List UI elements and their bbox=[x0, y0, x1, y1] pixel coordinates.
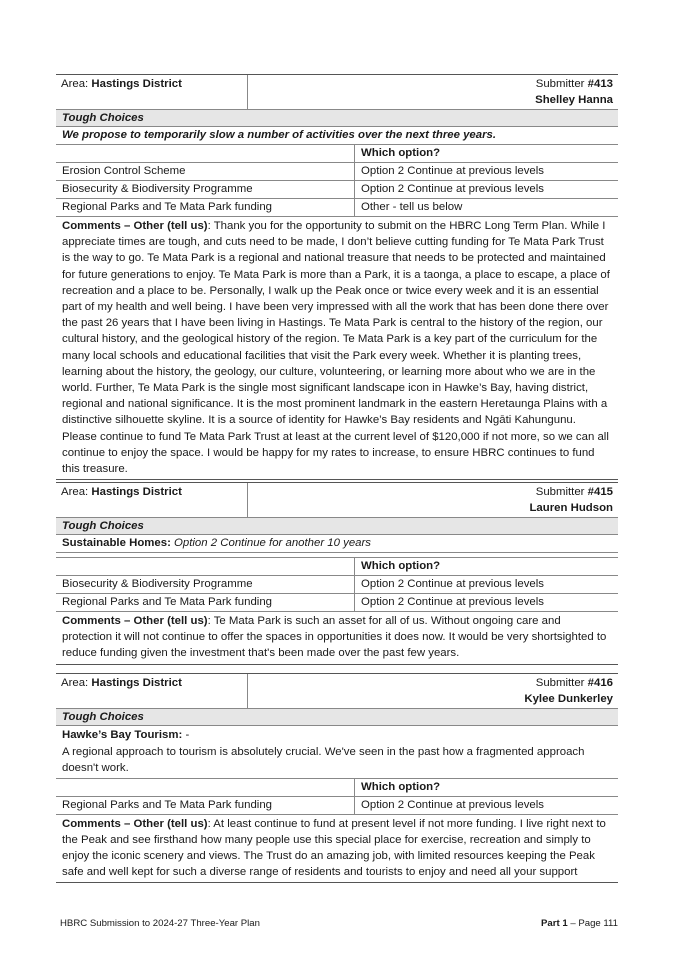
submission-header bbox=[56, 483, 618, 518]
page-footer bbox=[60, 918, 618, 929]
options-header-row bbox=[56, 557, 618, 576]
submitter-name: Lauren Hudson bbox=[529, 502, 613, 514]
area-cell: Area: Hastings District bbox=[56, 75, 248, 109]
intro-row bbox=[56, 127, 618, 145]
options-header-row bbox=[56, 779, 618, 797]
submission-header bbox=[56, 674, 618, 709]
which-option-header: Which option? bbox=[361, 780, 441, 793]
intro-text: We propose to temporarily slow a number of activities over the next three years. bbox=[62, 129, 497, 141]
option-row: Biosecurity & Biodiversity Programme Option 2 Continue at previous levels bbox=[56, 181, 618, 199]
comments-text: : Thank you for the opportunity to submit on the HBRC Long Term Plan. While I appreciate times are tough, and cuts need to be made, I don’t believe cutting funding for Te Mata Park Trust is the way to go. Te Mata Park is a regional and national treasure that needs to be protected and maintained for future generations to enjoy. Te Mata Park is more than a Park, it is a taonga, a place to escape, a place of recreation and a place to be. Personally, I walk up the Peak once or twice every week and it is an essential part of my health and well being. I have been very impressed with all the work that has been done there over the past 26 years that I have been living in Hastings. Te Mata Park is central to the history of the region, our cultural history, and the geological history of the region. Te Mata Park is a key part of the curriculum for the many local schools and educational facilities that visit the Park every week. Whether it is planting trees, learning about the history, the geology, our culture, volunteering, or learning more about who we are in the world. Further, Te Mata Park is the single most significant landscape icon in Hawke’s Bay, having district, regional and national significance. It is the most prominent landmark in the eastern Heretaunga Plains with a distinctive silhouette skyline. It is a source of identity for Hawke’s Bay residents and Ngāti Kahungunu. Please continue to fund Te Mata Park Trust at least at the current level of $120,000 if not more, so we can all continue to enjoy the space. I would be happy for my rates to increase, to ensure HBRC continues to fund this treasure. bbox=[62, 220, 610, 476]
tourism-label: Hawke’s Bay Tourism: bbox=[62, 729, 183, 741]
area-value: Hastings District bbox=[91, 78, 182, 90]
submitter-name: Kylee Dunkerley bbox=[524, 693, 613, 705]
comments bbox=[56, 217, 618, 479]
submitter-cell: Submitter #415 Lauren Hudson bbox=[248, 483, 618, 517]
page-number: Part 1 – Page 111 bbox=[541, 918, 618, 929]
area-value: Hastings District bbox=[91, 677, 182, 689]
submitter-name: Shelley Hanna bbox=[535, 94, 613, 106]
tourism-section: Hawke’s Bay Tourism: - A regional approach to tourism is absolutely crucial. We've seen in the past how a fragmented approach doesn't work. bbox=[56, 726, 618, 779]
submitter-cell: Submitter #416 Kylee Dunkerley bbox=[248, 674, 618, 708]
which-option-header: Which option? bbox=[361, 560, 441, 572]
option-row: Biosecurity & Biodiversity Programme Option 2 Continue at previous levels bbox=[56, 576, 618, 594]
comments-label: Comments – Other (tell us) bbox=[62, 615, 208, 627]
comments bbox=[56, 815, 618, 883]
options-header-row bbox=[56, 145, 618, 163]
submitter-number: #413 bbox=[587, 78, 613, 90]
area-value: Hastings District bbox=[91, 486, 182, 498]
submitter-number: #416 bbox=[587, 677, 613, 689]
option-row: Regional Parks and Te Mata Park funding Option 2 Continue at previous levels bbox=[56, 594, 618, 612]
submission-header bbox=[56, 75, 618, 110]
tourism-text: A regional approach to tourism is absolutely crucial. We've seen in the past how a fragmented approach doesn't work. bbox=[62, 746, 585, 775]
comments-label: Comments – Other (tell us) bbox=[62, 220, 208, 232]
area-cell: Area: Hastings District bbox=[56, 674, 248, 708]
submission-416 bbox=[56, 673, 618, 883]
option-row: Erosion Control Scheme Option 2 Continue at previous levels bbox=[56, 163, 618, 181]
tough-choices-heading: Tough Choices bbox=[56, 518, 618, 535]
submission-415 bbox=[56, 482, 618, 665]
tough-choices-heading: Tough Choices bbox=[56, 709, 618, 726]
comments-text: : At least continue to fund at present level if not more funding. I live right next to the Peak and see firsthand how many people use this special place for exercise, recreation and simply to enjoy the iconic scenery and views. The Trust do an amazing job, with limited resources keeping the Peak safe and well kept for such a diverse range of residents and tourists to enjoy and need all your support bbox=[62, 817, 606, 879]
comments-text: : Te Mata Park is such an asset for all of us. Without ongoing care and protection it will not continue to offer the spaces in opportunities it does now. It would be very shortsighted to reduce funding given the investment that's been made over the past few years. bbox=[62, 615, 607, 660]
footer-title: HBRC Submission to 2024-27 Three-Year Plan bbox=[60, 918, 260, 929]
submission-413 bbox=[56, 74, 618, 480]
tough-choices-heading: Tough Choices bbox=[56, 110, 618, 127]
comments bbox=[56, 612, 618, 664]
comments-label: Comments – Other (tell us) bbox=[62, 817, 208, 830]
area-cell: Area: Hastings District bbox=[56, 483, 248, 517]
option-row: Regional Parks and Te Mata Park funding Other - tell us below bbox=[56, 199, 618, 217]
option-row: Regional Parks and Te Mata Park funding Option 2 Continue at previous levels bbox=[56, 797, 618, 815]
sustainable-homes-row: Sustainable Homes: Option 2 Continue for another 10 years bbox=[56, 535, 618, 553]
which-option-header: Which option? bbox=[361, 147, 441, 159]
submitter-cell: Submitter #413 Shelley Hanna bbox=[248, 75, 618, 109]
submitter-number: #415 bbox=[587, 486, 613, 498]
